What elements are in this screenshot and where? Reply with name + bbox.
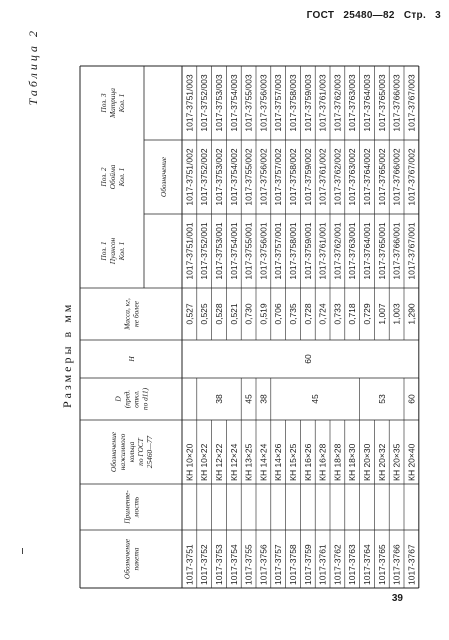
dimensions-caption: Размеры в мм bbox=[60, 301, 74, 408]
header-pos2: Поз. 2 bbox=[99, 167, 108, 187]
cell-pos3: 1017-3753/003 bbox=[214, 74, 224, 132]
cell-pos3: 1017-3764/003 bbox=[362, 74, 372, 132]
cell-ring: КН 14×24 bbox=[258, 443, 269, 481]
cell-pos1: 1017-3762/001 bbox=[332, 222, 343, 280]
cell-pos1: 1017-3766/001 bbox=[391, 222, 402, 280]
cell-pos1: 1017-3764/001 bbox=[362, 222, 372, 280]
cell-pos3: 1017-3758/003 bbox=[288, 74, 298, 132]
cell-ring: КН 10×20 bbox=[184, 443, 195, 481]
header-pos1: Пуансон bbox=[108, 237, 117, 265]
cell-ring: КН 20×35 bbox=[391, 443, 402, 481]
cell-h: 60 bbox=[302, 354, 313, 364]
cell-mass: 0,735 bbox=[288, 303, 298, 325]
cell-mass: 0,724 bbox=[317, 303, 328, 325]
cell-pos3: 1017-3752/003 bbox=[199, 74, 210, 132]
header-pos1: Кол. 1 bbox=[117, 241, 126, 261]
cell-ring: КН 16×26 bbox=[302, 443, 313, 481]
cell-pos2: 1017-3765/002 bbox=[376, 148, 387, 206]
cell-mass: 0,706 bbox=[273, 303, 284, 325]
cell-pos3: 1017-3761/003 bbox=[317, 74, 328, 132]
cell-pos3: 1017-3756/003 bbox=[258, 74, 269, 132]
header-pos2: Обойма bbox=[108, 164, 117, 190]
header-designation: Обозначение bbox=[122, 538, 132, 580]
cell-code: 1017-3755 bbox=[243, 544, 254, 585]
cell-d: 53 bbox=[376, 394, 387, 404]
cell-pos2: 1017-3759/002 bbox=[302, 148, 313, 206]
cell-pos1: 1017-3757/001 bbox=[273, 222, 284, 280]
cell-ring: КН 18×28 bbox=[332, 443, 343, 481]
cell-pos1: 1017-3767/001 bbox=[406, 222, 417, 280]
header-ring: 25460—77 bbox=[145, 435, 154, 469]
cell-pos2: 1017-3756/002 bbox=[258, 148, 269, 206]
header-d: D bbox=[113, 396, 123, 402]
cell-pos2: 1017-3754/002 bbox=[228, 148, 239, 206]
cell-pos1: 1017-3761/001 bbox=[317, 222, 328, 280]
cell-mass: 0,521 bbox=[228, 303, 239, 325]
cell-code: 1017-3766 bbox=[391, 544, 402, 585]
cell-ring: КН 16×28 bbox=[317, 443, 328, 481]
cell-d: 60 bbox=[406, 394, 417, 404]
cell-mass: 0,527 bbox=[184, 303, 195, 325]
cell-code: 1017-3753 bbox=[214, 544, 224, 585]
cell-mass: 0,519 bbox=[258, 303, 269, 325]
cell-ring: КН 10×22 bbox=[199, 443, 210, 481]
cell-pos3: 1017-3762/003 bbox=[332, 74, 343, 132]
cell-pos2: 1017-3758/002 bbox=[288, 148, 298, 206]
cell-pos1: 1017-3759/001 bbox=[302, 222, 313, 280]
cell-pos1: 1017-3765/001 bbox=[376, 222, 387, 280]
cell-mass: 0,528 bbox=[214, 303, 224, 325]
cell-code: 1017-3757 bbox=[273, 544, 284, 585]
cell-pos3: 1017-3759/003 bbox=[302, 74, 313, 132]
cell-ring: КН 15×25 bbox=[288, 443, 298, 481]
cell-pos2: 1017-3763/002 bbox=[347, 148, 358, 206]
header-d: (пред. bbox=[122, 389, 132, 409]
cell-mass: 1,007 bbox=[376, 303, 387, 325]
cell-pos2: 1017-3767/002 bbox=[406, 148, 417, 206]
cell-pos3: 1017-3763/003 bbox=[347, 74, 358, 132]
dimensions-table bbox=[22, 28, 426, 588]
page-number: 39 bbox=[391, 593, 403, 604]
header-pos3: Кол. 1 bbox=[117, 93, 126, 113]
cell-pos3: 1017-3767/003 bbox=[406, 74, 417, 132]
cell-code: 1017-3752 bbox=[199, 544, 210, 585]
cell-code: 1017-3764 bbox=[362, 544, 372, 585]
header-ring: кольца bbox=[127, 441, 136, 463]
cell-ring: КН 20×32 bbox=[376, 443, 387, 481]
page-header bbox=[301, 10, 441, 21]
cell-code: 1017-3756 bbox=[258, 544, 269, 585]
cell-pos1: 1017-3754/001 bbox=[228, 222, 239, 280]
cell-pos3: 1017-3766/003 bbox=[391, 74, 402, 132]
cell-ring: КН 18×30 bbox=[347, 443, 358, 481]
cell-code: 1017-3762 bbox=[332, 544, 343, 585]
cell-mass: 0,728 bbox=[302, 303, 313, 325]
cell-ring: КН 12×22 bbox=[214, 443, 224, 481]
cell-mass: 0,730 bbox=[243, 303, 254, 325]
cell-mass: 1,290 bbox=[406, 303, 417, 325]
cell-d: 45 bbox=[243, 394, 254, 404]
cell-code: 1017-3758 bbox=[288, 544, 298, 585]
cell-pos3: 1017-3754/003 bbox=[228, 74, 239, 132]
cell-code: 1017-3765 bbox=[376, 544, 387, 585]
header-ring: по ГОСТ bbox=[136, 438, 145, 466]
cell-pos1: 1017-3756/001 bbox=[258, 222, 269, 280]
cell-pos2: 1017-3757/002 bbox=[273, 148, 284, 206]
cell-pos1: 1017-3753/001 bbox=[214, 222, 224, 280]
rotated-table-page bbox=[22, 28, 426, 588]
cell-pos2: 1017-3761/002 bbox=[317, 148, 328, 206]
cell-code: 1017-3763 bbox=[347, 544, 358, 585]
cell-pos2: 1017-3753/002 bbox=[214, 148, 224, 206]
cell-pos3: 1017-3755/003 bbox=[243, 74, 254, 132]
header-pos2: Кол. 1 bbox=[117, 167, 126, 187]
cell-mass: 0,729 bbox=[362, 303, 372, 325]
cell-pos2: 1017-3752/002 bbox=[199, 148, 210, 206]
cell-ring: КН 20×40 bbox=[406, 443, 417, 481]
header-ring: Обозначение bbox=[109, 431, 118, 473]
header-d: откл. bbox=[131, 390, 141, 408]
cell-pos1: 1017-3752/001 bbox=[199, 222, 210, 280]
cell-pos3: 1017-3765/003 bbox=[376, 74, 387, 132]
header-pos1: Поз. 1 bbox=[99, 241, 108, 261]
cell-pos2: 1017-3755/002 bbox=[243, 148, 254, 206]
header-page-number: 3 bbox=[435, 10, 441, 21]
cell-ring: КН 12×24 bbox=[228, 443, 239, 481]
header-mass: не более bbox=[131, 301, 141, 327]
cell-ring: КН 13×25 bbox=[243, 443, 254, 481]
cell-pos1: 1017-3751/001 bbox=[184, 222, 195, 280]
cell-pos2: 1017-3764/002 bbox=[362, 148, 372, 206]
cell-mass: 0,718 bbox=[347, 303, 358, 325]
cell-pos3: 1017-3751/003 bbox=[184, 74, 195, 132]
page-label: Стр. bbox=[403, 10, 427, 21]
header-applicability: Применяе- bbox=[122, 490, 132, 524]
cell-pos2: 1017-3762/002 bbox=[332, 148, 343, 206]
cell-pos2: 1017-3751/002 bbox=[184, 148, 195, 206]
cell-mass: 1,003 bbox=[391, 303, 402, 325]
cell-code: 1017-3751 bbox=[184, 544, 195, 585]
gost-number: 25480—82 bbox=[343, 10, 395, 21]
header-pos3: Матрица bbox=[108, 88, 117, 118]
cell-d: 38 bbox=[258, 394, 269, 404]
header-designation: пакета bbox=[131, 547, 141, 571]
cell-pos3: 1017-3757/003 bbox=[273, 74, 284, 132]
cell-code: 1017-3761 bbox=[317, 544, 328, 585]
gost-label: ГОСТ bbox=[306, 10, 335, 21]
cell-mass: 0,525 bbox=[199, 303, 210, 325]
cell-ring: КН 14×26 bbox=[273, 443, 284, 481]
cell-pos1: 1017-3758/001 bbox=[288, 222, 298, 280]
header-mass: Масса, кг, bbox=[122, 298, 132, 330]
cell-code: 1017-3759 bbox=[302, 544, 313, 585]
cell-code: 1017-3767 bbox=[406, 544, 417, 585]
cell-pos1: 1017-3755/001 bbox=[243, 222, 254, 280]
cell-code: 1017-3754 bbox=[228, 544, 239, 585]
header-applicability: мость bbox=[131, 496, 141, 518]
cell-mass: 0,733 bbox=[332, 303, 343, 325]
header-pos3: Поз. 3 bbox=[99, 93, 108, 113]
table-caption: Таблица 2 bbox=[26, 28, 40, 106]
cell-ring: КН 20×30 bbox=[362, 443, 372, 481]
header-group-label: Обозначение bbox=[159, 156, 168, 198]
cell-d: 45 bbox=[310, 394, 321, 404]
header-h: H bbox=[127, 356, 136, 362]
header-d: по d11) bbox=[140, 387, 150, 411]
cell-pos1: 1017-3763/001 bbox=[347, 222, 358, 280]
cell-pos2: 1017-3766/002 bbox=[391, 148, 402, 206]
cell-d: 38 bbox=[214, 394, 224, 404]
header-ring: нажимного bbox=[118, 433, 127, 471]
